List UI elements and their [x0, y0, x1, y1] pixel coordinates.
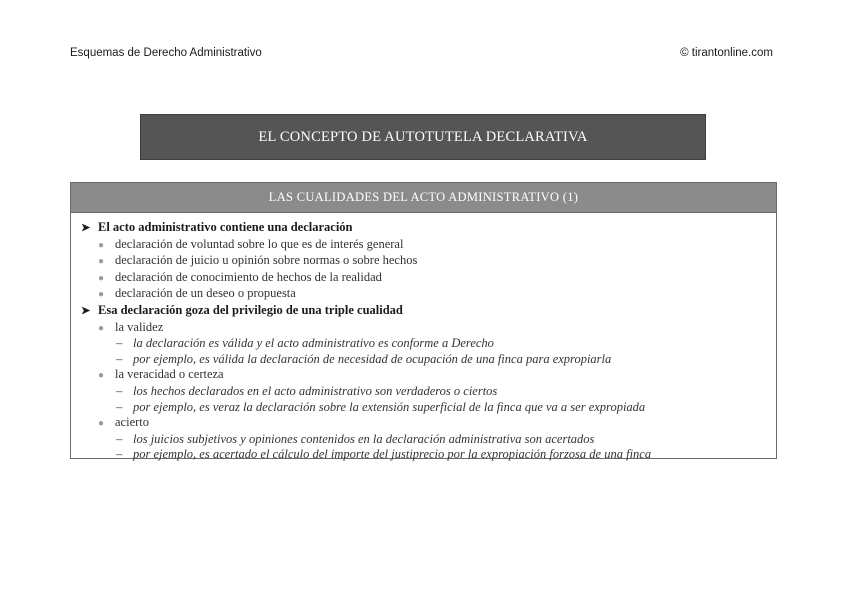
sub-item [71, 336, 776, 352]
list-item-text: declaración de conocimiento de hechos de la realidad [115, 269, 382, 284]
panel-body [71, 213, 776, 463]
dot-bullet-icon: ● [98, 322, 105, 334]
panel-heading: LAS CUALIDADES DEL ACTO ADMINISTRATIVO (1) [71, 183, 776, 213]
sub-item-text: por ejemplo, es veraz la declaración sobre la extensión superficial de la finca que va a ser expropiada [133, 399, 646, 414]
sub-item [71, 447, 776, 463]
section-1 [71, 220, 776, 237]
sub-item-text: por ejemplo, es acertado el cálculo del importe del justiprecio por la expropiación forzosa de una finca [133, 447, 652, 462]
dash-bullet-icon: – [116, 336, 123, 351]
arrow-bullet-icon: ➤ [81, 222, 91, 234]
sub-item [71, 352, 776, 368]
sub-item [71, 384, 776, 400]
list-item [71, 415, 776, 432]
list-item-text: acierto [115, 415, 150, 430]
arrow-bullet-icon: ➤ [81, 304, 91, 317]
section-2 [71, 303, 776, 320]
dot-bullet-icon: ● [98, 370, 105, 382]
dash-bullet-icon: – [116, 351, 123, 366]
sub-item-text: los juicios subjetivos y opiniones contenidos en la declaración administrativa son acertados [133, 431, 595, 446]
list-item-text: declaración de un deseo o propuesta [115, 286, 296, 301]
sub-item-text: los hechos declarados en el acto administrativo son verdaderos o ciertos [133, 383, 498, 398]
dot-bullet-icon: ● [98, 289, 105, 301]
dash-bullet-icon: – [116, 383, 123, 398]
list-item [71, 286, 776, 303]
dash-bullet-icon: – [116, 431, 123, 446]
list-item-text: declaración de voluntad sobre lo que es de interés general [115, 236, 404, 251]
list-item [71, 237, 776, 254]
list-item-text: la validez [115, 319, 164, 334]
page-title-box [140, 114, 706, 160]
list-item [71, 270, 776, 287]
list-item [71, 367, 776, 384]
list-item-text: la veracidad o certeza [115, 367, 224, 382]
content-panel [70, 182, 777, 462]
dash-bullet-icon: – [116, 447, 123, 462]
running-header-copyright: © tirantonline.com [680, 47, 773, 59]
running-header-title: Esquemas de Derecho Administrativo [70, 47, 262, 59]
section-1-text: El acto administrativo contiene una declaración [98, 220, 353, 234]
page-title: EL CONCEPTO DE AUTOTUTELA DECLARATIVA [258, 128, 588, 145]
list-item [71, 320, 776, 337]
list-item-text: declaración de juicio u opinión sobre normas o sobre hechos [115, 253, 418, 268]
sub-item [71, 400, 776, 416]
dot-bullet-icon: ● [98, 272, 105, 284]
sub-item [71, 432, 776, 448]
list-item [71, 253, 776, 270]
sub-item-text: por ejemplo, es válida la declaración de necesidad de ocupación de una finca para expropiarla [133, 351, 612, 366]
section-2-text: Esa declaración goza del privilegio de una triple cualidad [98, 302, 403, 317]
dash-bullet-icon: – [116, 399, 123, 414]
dot-bullet-icon: ● [98, 256, 105, 268]
dot-bullet-icon: ● [98, 418, 105, 430]
sub-item-text: la declaración es válida y el acto administrativo es conforme a Derecho [133, 336, 494, 351]
dot-bullet-icon: ● [98, 239, 105, 251]
